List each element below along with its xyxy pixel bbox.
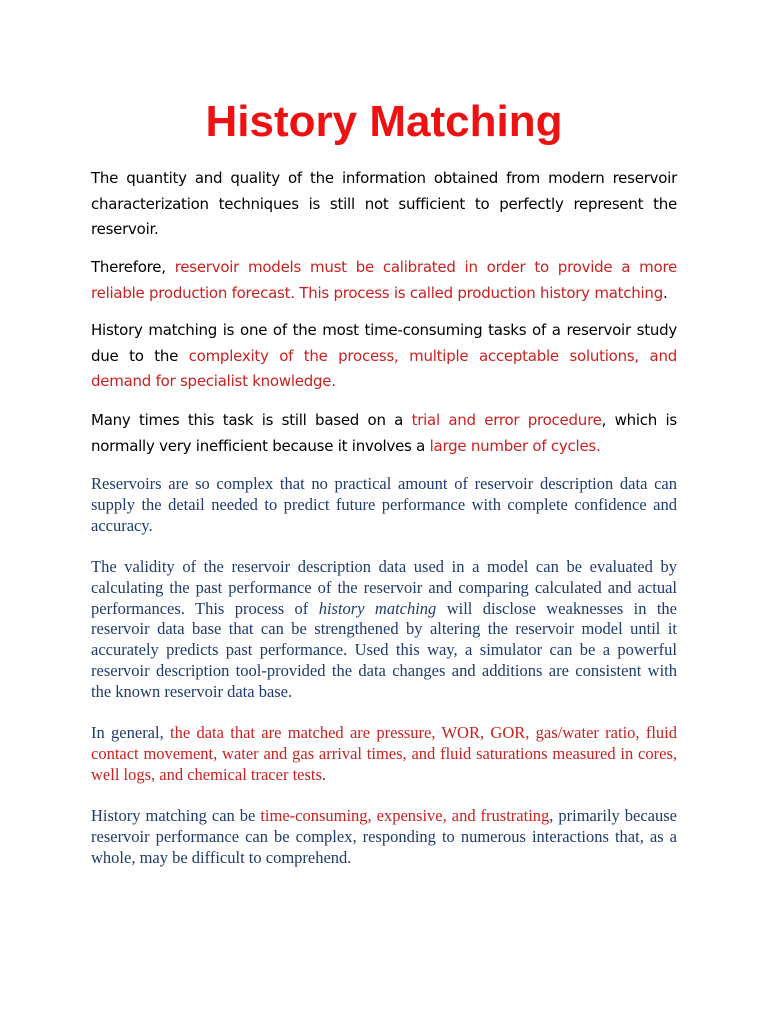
paragraph-4 <box>91 408 677 459</box>
page-title: History Matching <box>205 97 563 146</box>
paragraph-2 <box>91 255 677 306</box>
paragraph-3 <box>91 318 677 395</box>
text-segment: Therefore, <box>91 258 175 276</box>
text-segment: Reservoirs are so complex that no practical amount of reservoir description data can supply the detail needed to predict future performance with complete confidence and accuracy. <box>91 474 677 535</box>
text-segment: , primarily because reservoir performance can be complex, responding to numerous interactions that, as a whole, may be difficult to comprehend. <box>91 806 677 867</box>
paragraph-8 <box>91 806 677 868</box>
paragraph-6 <box>91 557 677 703</box>
text-segment: trial and error procedure <box>411 411 602 429</box>
text-segment: The validity of the reservoir description data used in a model can be evaluated by calculating the past performance of the reservoir and comparing calculated and actual performances. This process of <box>91 557 677 618</box>
text-segment: history matching <box>318 598 437 618</box>
text-segment: reservoir models must be calibrated in order to provide a more reliable production forecast. This process is called production history matching <box>91 258 678 302</box>
paragraph-7 <box>91 723 677 785</box>
text-segment: large number of cycles. <box>429 436 601 455</box>
text-segment: History matching is one of the most time-consuming tasks of a reservoir study due to the <box>91 321 677 365</box>
text-segment: In general, <box>91 723 171 742</box>
paragraph-1 <box>91 166 677 243</box>
text-segment: Many times this task is still based on a <box>91 411 412 429</box>
text-segment: , which is normally very inefficient because it involves a <box>91 411 677 455</box>
text-segment: . <box>662 283 668 302</box>
text-segment: the data that are matched are pressure, WOR, GOR, gas/water ratio, fluid contact movement, water and gas arrival times, and fluid saturations measured in cores, well logs, and chemical tracer tests <box>91 723 678 784</box>
text-segment: will disclose weaknesses in the reservoir data base that can be strengthened by altering the reservoir model until it accurately predicts past performance. Used this way, a simulator can be a powerful reservoir description tool-provided the data changes and additions are consistent with the known reservoir data base. <box>91 598 677 701</box>
text-segment: The quantity and quality of the information obtained from modern reservoir characterization techniques is still not sufficient to perfectly represent the reservoir. <box>91 169 677 238</box>
text-segment: History matching can be <box>91 806 261 825</box>
text-segment: time-consuming, expensive, and frustrating <box>260 806 550 825</box>
text-segment: . <box>321 764 327 784</box>
text-segment: complexity of the process, multiple acceptable solutions, and demand for specialist knowledge. <box>91 346 677 390</box>
paragraph-5 <box>91 474 677 536</box>
